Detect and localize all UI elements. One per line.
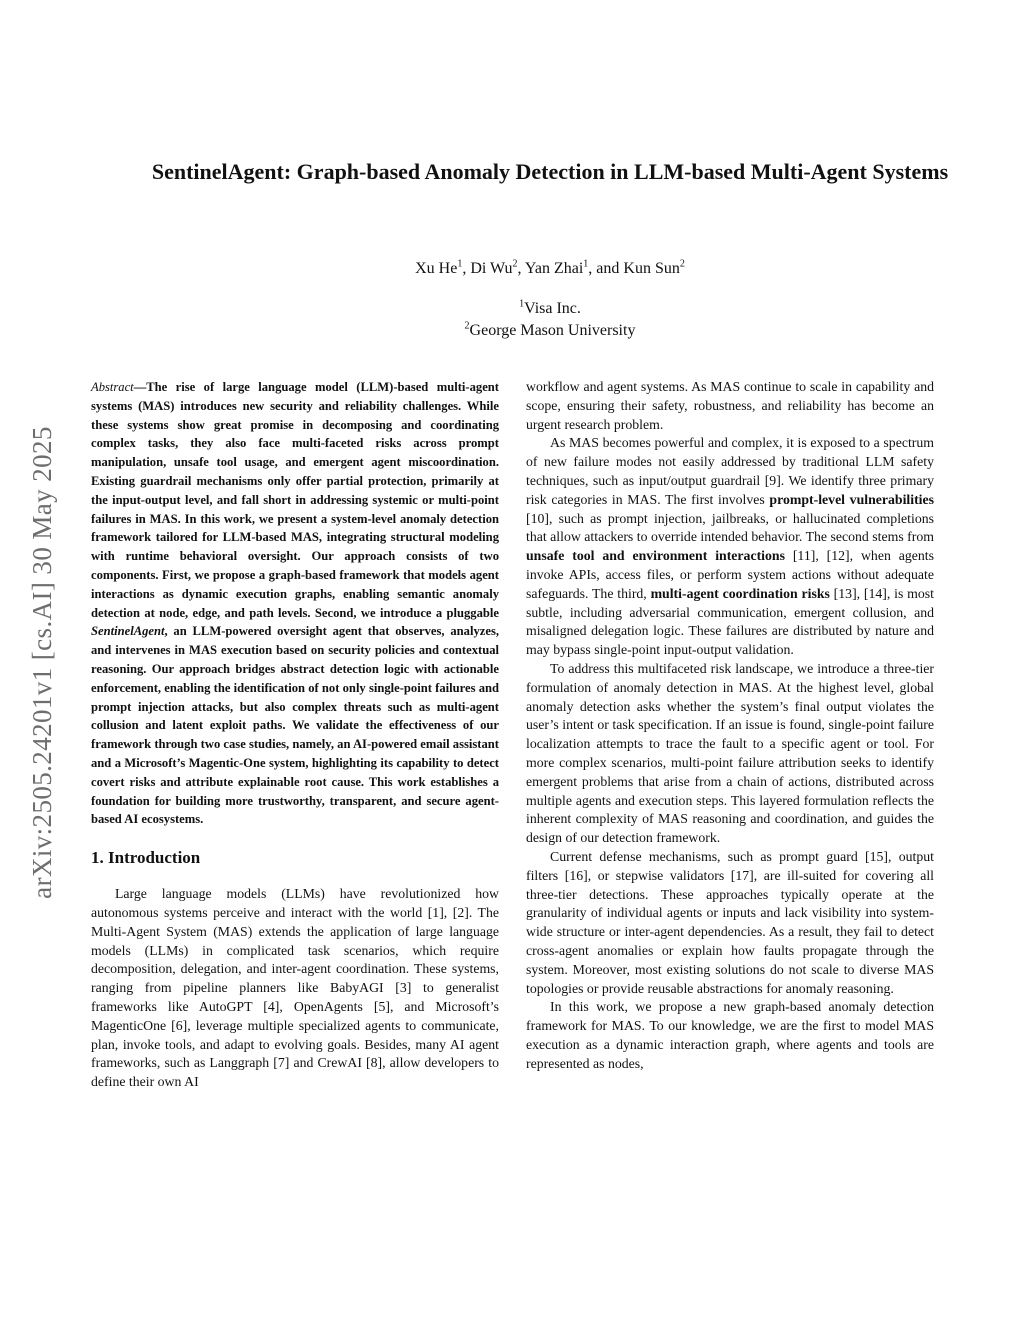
- author-separator: , and: [588, 260, 624, 277]
- paragraph-text: [11], [12], when agents invoke APIs, access files, or perform system actions without adequate safeguards. The third,: [526, 548, 934, 601]
- abstract-label: Abstract: [91, 380, 134, 394]
- author-list: [100, 258, 1000, 280]
- affiliation: [100, 320, 1000, 342]
- affiliation-name: George Mason University: [469, 322, 636, 339]
- author-name: Xu He: [415, 260, 458, 277]
- affiliation-mark: 1: [519, 298, 525, 310]
- intro-paragraph-1: Large language models (LLMs) have revolutionized how autonomous systems perceive and interact with the world [1], [2]. The Multi-Agent System (MAS) extends the application of large language models (LLMs) in complicated task scenarios, which require decomposition, delegation, and inter-agent coordination. These systems, ranging from pipeline planners like BabyAGI [3] to generalist frameworks like AutoGPT [4], OpenAgents [5], and Microsoft’s MagenticOne [6], leverage multiple specialized agents to communicate, plan, invoke tools, and adapt to evolving goals. Besides, many AI agent frameworks, such as Langgraph [7] and CrewAI [8], allow developers to define their own AI: [91, 886, 499, 1090]
- author-affiliation-mark: 1: [583, 258, 589, 270]
- risk-category-coordination: multi-agent coordination risks: [650, 585, 830, 601]
- affiliation-list: [100, 298, 1000, 342]
- paper-title: SentinelAgent: Graph-based Anomaly Detection in LLM-based Multi-Agent Systems: [151, 159, 949, 184]
- abstract-text: , an LLM-powered oversight agent that observes, analyzes, and intervenes in MAS execution based on security policies and contextual reasoning. Our approach bridges abstract detection logic with actionable enforcement, enabling the identification of not only single-point failures and prompt injection attacks, but also complex threats such as multi-agent collusion and latent exploit paths. We validate the effectiveness of our framework through two case studies, namely, an AI-powered email assistant and a Microsoft’s Magentic-One system, highlighting its capability to detect covert risks and attribute explainable root cause. This work establishes a foundation for building more trustworthy, transparent, and secure agent-based AI ecosystems.: [91, 624, 499, 827]
- affiliation-mark: 2: [464, 320, 470, 332]
- paragraph-text: [13], [14], is most subtle, including adversarial communication, emergent collusion, and misaligned delegation logic. These failures are distributed by nature and may bypass single-point input-output validation.: [526, 585, 934, 658]
- author-affiliation-mark: 2: [679, 258, 685, 270]
- intro-paragraph-2: [526, 434, 934, 660]
- paragraph-text: [10], such as prompt injection, jailbreaks, or hallucinated completions that allow attackers to override intended behavior. The second stems from: [526, 510, 934, 545]
- left-column: [91, 378, 499, 1092]
- abstract-text: —The rise of large language model (LLM)-based multi-agent systems (MAS) introduces new security and reliability challenges. While these systems show great promise in decomposing and coordinating complex tasks, they also face multi-faceted risks across prompt manipulation, unsafe tool usage, and emergent agent miscoordination. Existing guardrail mechanisms only offer partial protection, primarily at the input-output level, and fall short in addressing systemic or multi-point failures in MAS. In this work, we present a system-level anomaly detection framework tailored for LLM-based MAS, integrating structural modeling with runtime behavioral oversight. Our approach consists of two components. First, we propose a graph-based framework that models agent interactions as dynamic execution graphs, enabling semantic anomaly detection at node, edge, and path levels. Second, we introduce a pluggable: [91, 380, 499, 620]
- author-name: Yan Zhai: [524, 260, 584, 277]
- intro-paragraph-1-continued: workflow and agent systems. As MAS continue to scale in capability and scope, ensuring their safety, robustness, and reliability has become an urgent research problem.: [526, 379, 934, 432]
- intro-paragraph-3: To address this multifaceted risk landscape, we introduce a three-tier formulation of anomaly detection in MAS. At the highest level, global anomaly detection asks whether the system’s final output violates the user’s intent or task specification. If an issue is found, single-point failure localization attempts to trace the fault to a specific agent or tool. For more complex scenarios, multi-point failure attribution seeks to identify emergent problems that arise from a chain of actions, distributed across multiple agents and execution steps. This layered formulation reflects the inherent complexity of MAS reasoning and coordination, and guides the design of our detection framework.: [526, 660, 934, 846]
- arxiv-stamp-text: arXiv:2505.24201v1 [cs.AI] 30 May 2025: [26, 425, 57, 899]
- author-affiliation-mark: 1: [457, 258, 463, 270]
- risk-category-prompt: prompt-level vulnerabilities: [769, 491, 934, 507]
- intro-paragraph-4: Current defense mechanisms, such as prompt guard [15], output filters [16], or stepwise validators [17], are ill-suited for covering all three-tier detections. These approaches typically operate at the granularity of individual agents or inputs and lack visibility into system-wide structure or inter-agent dependencies. As a result, they fail to detect cross-agent anomalies or explain how faults propagate through the system. Moreover, most existing solutions do not scale to diverse MAS topologies or provide reusable abstractions for anomaly reasoning.: [526, 848, 934, 996]
- section-heading-introduction: 1. Introduction: [91, 848, 201, 868]
- right-column: [526, 378, 934, 1073]
- author-separator: ,: [517, 260, 525, 277]
- affiliation-name: Visa Inc.: [524, 300, 581, 317]
- paragraph-text: As MAS becomes powerful and complex, it is exposed to a spectrum of new failure modes not easily addressed by traditional LLM safety techniques, such as input/output guardrail [9]. We identify three primary risk categories in MAS. The first involves: [526, 435, 934, 507]
- author-name: Di Wu: [470, 260, 513, 277]
- abstract-system-name: SentinelAgent: [91, 624, 165, 639]
- risk-category-tool: unsafe tool and environment interactions: [526, 548, 785, 564]
- author-separator: ,: [462, 260, 471, 277]
- abstract: [91, 378, 499, 829]
- author-affiliation-mark: 2: [512, 258, 518, 270]
- intro-paragraph-5: In this work, we propose a new graph-based anomaly detection framework for MAS. To our knowledge, we are the first to model MAS execution as a dynamic interaction graph, where agents and tools are represented as nodes,: [526, 999, 934, 1071]
- author-name: Kun Sun: [623, 260, 680, 277]
- arxiv-stamp: [22, 372, 62, 952]
- affiliation: [100, 298, 1000, 320]
